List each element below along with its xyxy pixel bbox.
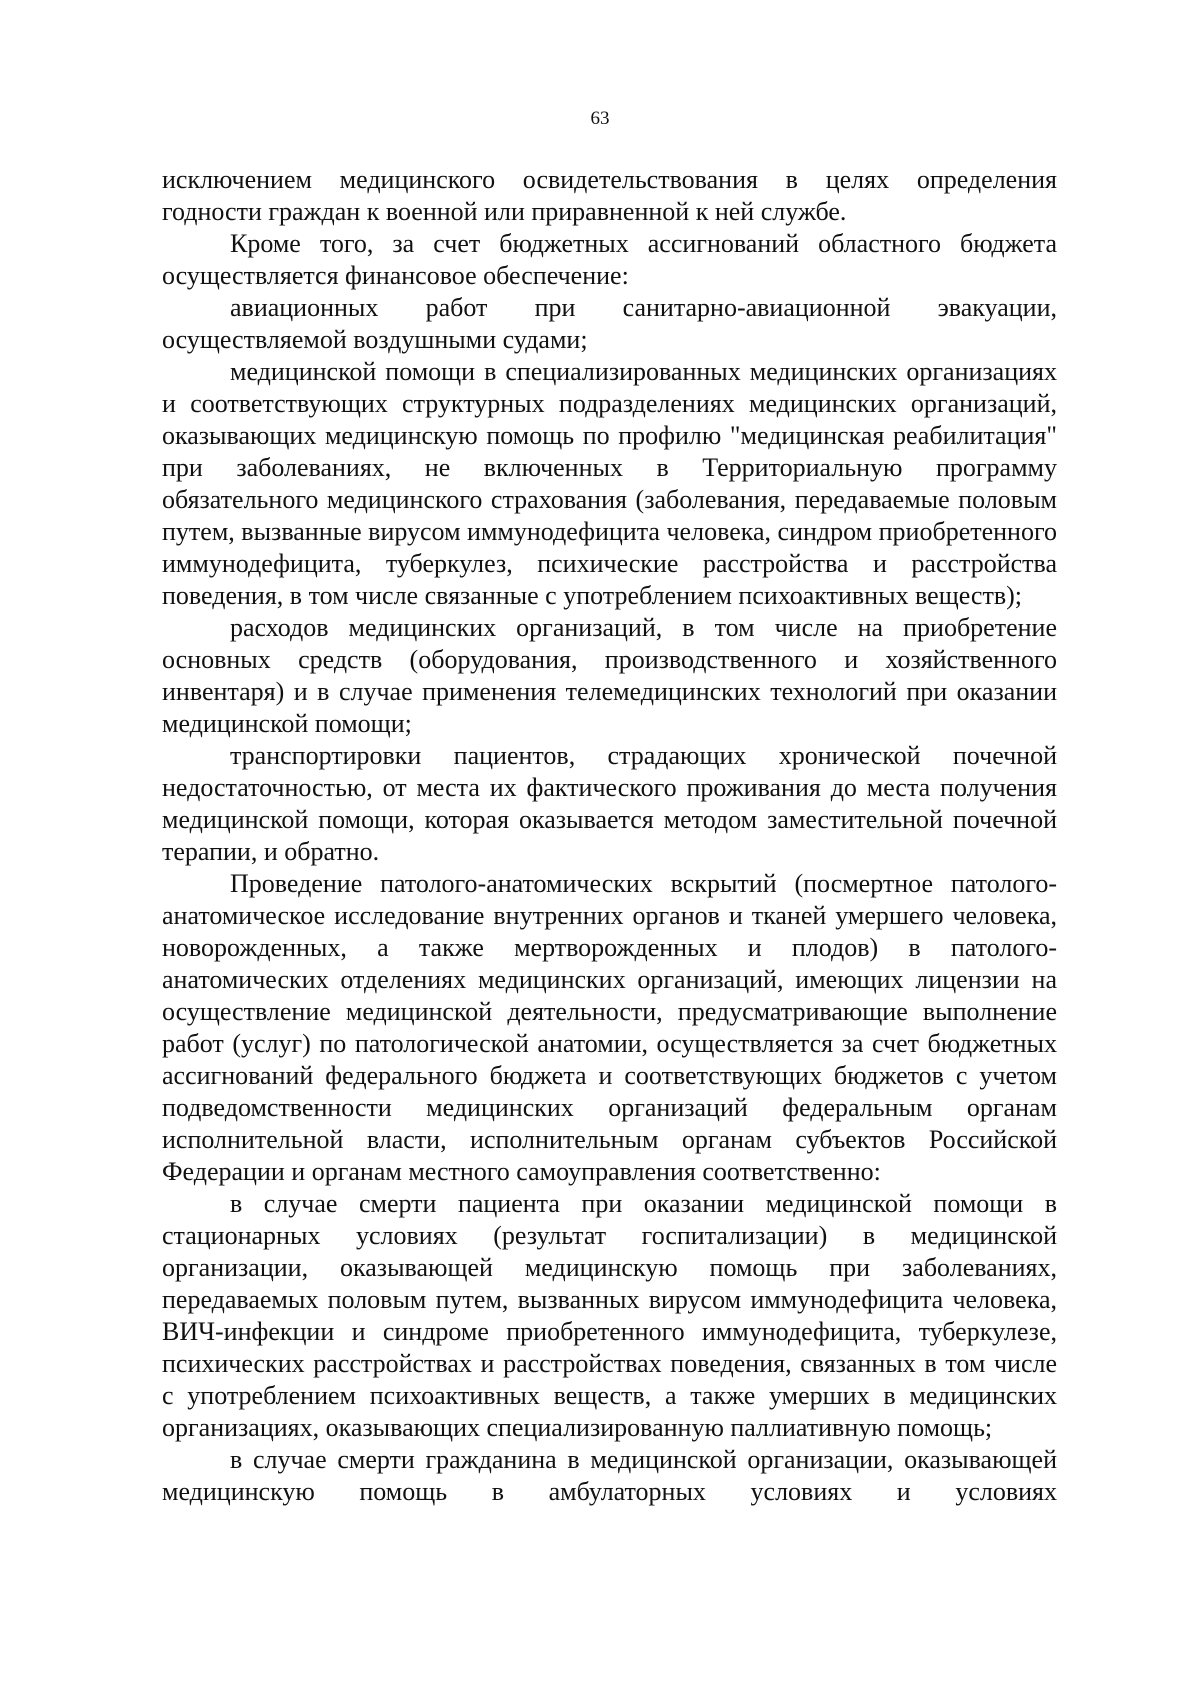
paragraph-9: в случае смерти гражданина в медицинской организации, оказывающей медицинскую помощь в амбулаторных условиях и условиях: [162, 1445, 1057, 1506]
paragraph-6: транспортировки пациентов, страдающих хронической почечной недостаточностью, от места их фактического проживания до места получения медицинской помощи, которая оказывается методом заместительной почечной терапии, и обратно.: [162, 741, 1057, 866]
document-body: [162, 164, 1057, 1508]
paragraph-2: Кроме того, за счет бюджетных ассигнований областного бюджета осуществляется финансовое обеспечение:: [162, 229, 1057, 290]
page-number: 63: [590, 108, 610, 129]
paragraph-7: Проведение патолого-анатомических вскрытий (посмертное патолого-анатомическое исследование внутренних органов и тканей умершего человека, новорожденных, а также мертворожденных и плодов) в патолого-анатомических отделениях медицинских организаций, имеющих лицензии на осуществление медицинской деятельности, предусматривающие выполнение работ (услуг) по патологической анатомии, осуществляется за счет бюджетных ассигнований федерального бюджета и соответствующих бюджетов с учетом подведомственности медицинских организаций федеральным органам исполнительной власти, исполнительным органам субъектов Российской Федерации и органам местного самоуправления соответственно:: [162, 869, 1057, 1186]
paragraph-1: исключением медицинского освидетельствования в целях определения годности граждан к военной или приравненной к ней службе.: [162, 165, 1057, 226]
paragraph-8: в случае смерти пациента при оказании медицинской помощи в стационарных условиях (результат госпитализации) в медицинской организации, оказывающей медицинскую помощь при заболеваниях, передаваемых половым путем, вызванных вирусом иммунодефицита человека, ВИЧ-инфекции и синдроме приобретенного иммунодефицита, туберкулезе, психических расстройствах и расстройствах поведения, связанных в том числе с употреблением психоактивных веществ, а также умерших в медицинских организациях, оказывающих специализированную паллиативную помощь;: [162, 1189, 1057, 1442]
paragraph-5: расходов медицинских организаций, в том числе на приобретение основных средств (оборудования, производственного и хозяйственного инвентаря) и в случае применения телемедицинских технологий при оказании медицинской помощи;: [162, 613, 1057, 738]
paragraph-3: авиационных работ при санитарно-авиационной эвакуации, осуществляемой воздушными судами;: [162, 293, 1057, 354]
paragraph-4: медицинской помощи в специализированных медицинских организациях и соответствующих структурных подразделениях медицинских организаций, оказывающих медицинскую помощь по профилю "медицинская реабилитация" при заболеваниях, не включенных в Территориальную программу обязательного медицинского страхования (заболевания, передаваемые половым путем, вызванные вирусом иммунодефицита человека, синдром приобретенного иммунодефицита, туберкулез, психические расстройства и расстройства поведения, в том числе связанные с употреблением психоактивных веществ);: [162, 357, 1057, 610]
